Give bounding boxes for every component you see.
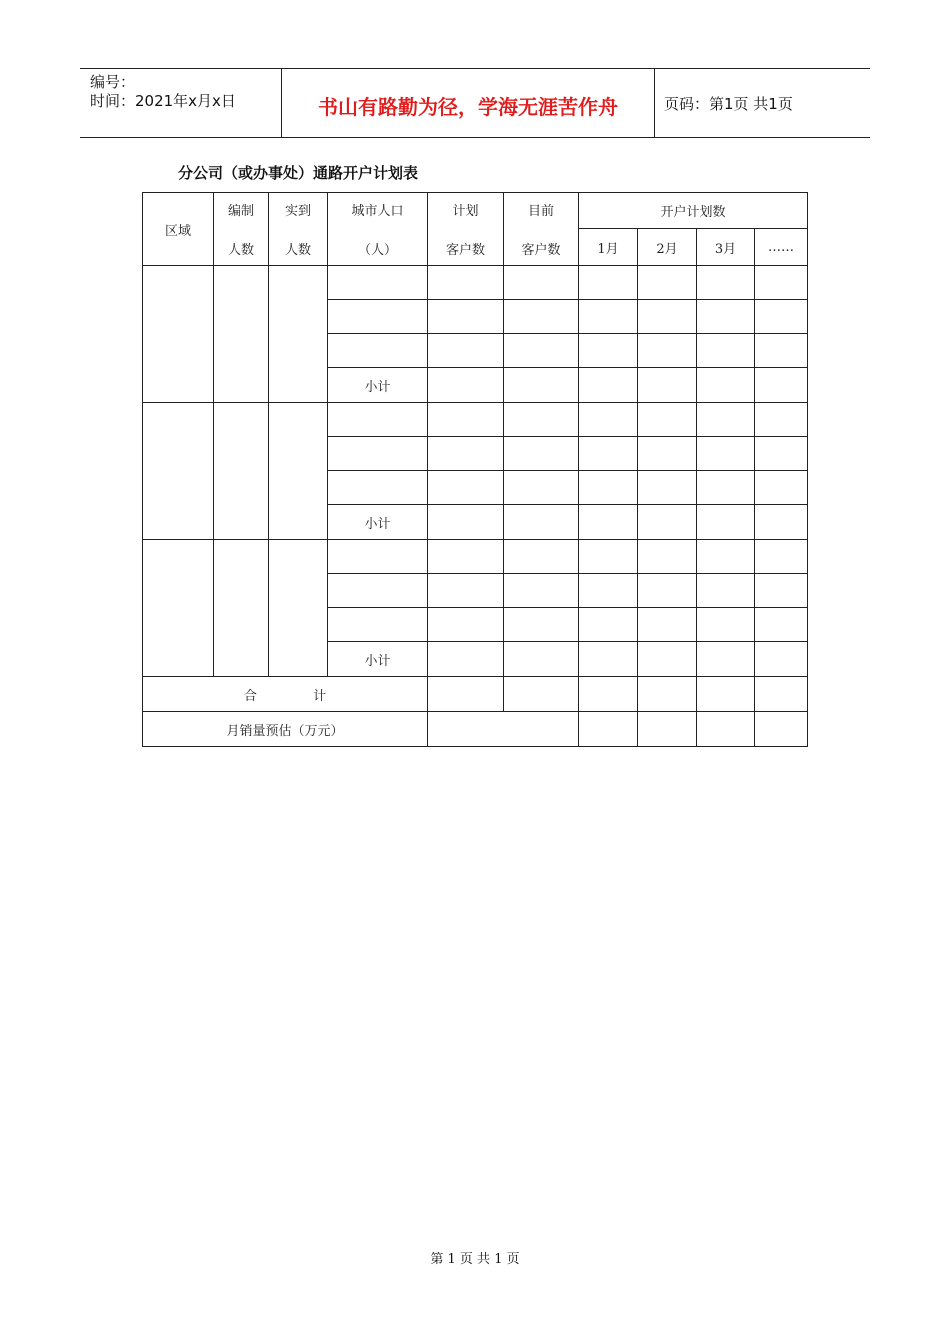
header-planned-top: 计划 bbox=[452, 204, 479, 219]
month-cell bbox=[697, 368, 755, 403]
month-cell bbox=[697, 437, 755, 471]
current-cell bbox=[504, 437, 579, 471]
population-cell bbox=[328, 608, 428, 642]
month-cell bbox=[697, 471, 755, 505]
month-cell bbox=[638, 677, 697, 712]
month-cell bbox=[755, 403, 808, 437]
header-page-cell bbox=[655, 69, 870, 137]
month-cell bbox=[697, 712, 755, 747]
total-label-left: 合 bbox=[243, 688, 257, 704]
document-header bbox=[80, 68, 870, 138]
header-population bbox=[328, 193, 428, 266]
current-cell bbox=[504, 300, 579, 334]
header-current-customers bbox=[504, 193, 579, 266]
month-cell bbox=[638, 266, 697, 300]
current-cell bbox=[504, 266, 579, 300]
month-cell bbox=[638, 300, 697, 334]
month-cell bbox=[697, 608, 755, 642]
month-cell bbox=[579, 642, 638, 677]
current-cell bbox=[504, 471, 579, 505]
month-cell bbox=[638, 642, 697, 677]
month-cell bbox=[638, 608, 697, 642]
staff-cell bbox=[214, 266, 269, 403]
region-cell bbox=[143, 403, 214, 540]
header-month-2: 2月 bbox=[638, 229, 697, 266]
planned-cell bbox=[428, 437, 504, 471]
current-cell bbox=[504, 642, 579, 677]
month-cell bbox=[755, 266, 808, 300]
actual-cell bbox=[269, 403, 328, 540]
total-label-right: 计 bbox=[313, 688, 327, 704]
planned-cell bbox=[428, 642, 504, 677]
planned-cell bbox=[428, 608, 504, 642]
current-cell bbox=[504, 608, 579, 642]
month-cell bbox=[638, 540, 697, 574]
planned-cell bbox=[428, 300, 504, 334]
month-cell bbox=[755, 677, 808, 712]
month-cell bbox=[755, 300, 808, 334]
population-cell bbox=[328, 266, 428, 300]
population-cell bbox=[328, 437, 428, 471]
header-planned-bottom: 客户数 bbox=[445, 243, 485, 258]
account-plan-table bbox=[142, 192, 808, 747]
month-cell bbox=[579, 505, 638, 540]
header-current-top: 目前 bbox=[527, 204, 554, 219]
current-cell bbox=[504, 334, 579, 368]
header-month-more: …… bbox=[755, 229, 808, 266]
month-cell bbox=[638, 403, 697, 437]
planned-cell bbox=[428, 403, 504, 437]
month-cell bbox=[638, 505, 697, 540]
page-label: 页码：第1页 共1页 bbox=[664, 95, 793, 113]
number-label: 编号： bbox=[90, 73, 136, 91]
month-cell bbox=[755, 642, 808, 677]
month-cell bbox=[638, 712, 697, 747]
month-cell bbox=[697, 574, 755, 608]
population-cell bbox=[328, 540, 428, 574]
subtotal-label: 小计 bbox=[328, 368, 428, 403]
header-staff bbox=[214, 193, 269, 266]
month-cell bbox=[755, 368, 808, 403]
planned-cell bbox=[428, 540, 504, 574]
time-label: 时间：2021年x月x日 bbox=[90, 92, 236, 110]
header-population-bottom: （人） bbox=[357, 243, 397, 258]
month-cell bbox=[579, 677, 638, 712]
month-cell bbox=[579, 334, 638, 368]
header-motto-cell bbox=[282, 69, 655, 137]
population-cell bbox=[328, 574, 428, 608]
month-cell bbox=[697, 266, 755, 300]
total-label bbox=[143, 677, 428, 712]
month-cell bbox=[638, 471, 697, 505]
sales-estimate-cell bbox=[428, 712, 579, 747]
month-cell bbox=[697, 540, 755, 574]
header-staff-top: 编制 bbox=[227, 204, 254, 219]
actual-cell bbox=[269, 266, 328, 403]
region-cell bbox=[143, 540, 214, 677]
planned-cell bbox=[428, 368, 504, 403]
month-cell bbox=[579, 266, 638, 300]
month-cell bbox=[638, 437, 697, 471]
month-cell bbox=[638, 368, 697, 403]
sales-estimate-label: 月销量预估（万元） bbox=[143, 712, 428, 747]
month-cell bbox=[638, 334, 697, 368]
month-cell bbox=[755, 712, 808, 747]
header-month-3: 3月 bbox=[697, 229, 755, 266]
month-cell bbox=[755, 471, 808, 505]
planned-cell bbox=[428, 574, 504, 608]
header-actual-top: 实到 bbox=[284, 204, 311, 219]
month-cell bbox=[579, 608, 638, 642]
header-actual bbox=[269, 193, 328, 266]
current-cell bbox=[504, 368, 579, 403]
month-cell bbox=[579, 403, 638, 437]
month-cell bbox=[579, 368, 638, 403]
header-staff-bottom: 人数 bbox=[227, 243, 254, 258]
header-current-bottom: 客户数 bbox=[521, 243, 561, 258]
month-cell bbox=[697, 334, 755, 368]
month-cell bbox=[579, 540, 638, 574]
month-cell bbox=[697, 505, 755, 540]
current-cell bbox=[504, 403, 579, 437]
population-cell bbox=[328, 471, 428, 505]
current-total-cell bbox=[504, 677, 579, 712]
table-title: 分公司（或办事处）通路开户计划表 bbox=[178, 164, 419, 182]
month-cell bbox=[755, 437, 808, 471]
header-month-1: 1月 bbox=[579, 229, 638, 266]
planned-total-cell bbox=[428, 677, 504, 712]
month-cell bbox=[697, 300, 755, 334]
current-cell bbox=[504, 574, 579, 608]
actual-cell bbox=[269, 540, 328, 677]
month-cell bbox=[579, 471, 638, 505]
header-region: 区域 bbox=[143, 193, 214, 266]
header-actual-bottom: 人数 bbox=[284, 243, 311, 258]
motto-text: 书山有路勤为径，学海无涯苦作舟 bbox=[318, 95, 618, 119]
header-planned-customers bbox=[428, 193, 504, 266]
population-cell bbox=[328, 334, 428, 368]
month-cell bbox=[755, 540, 808, 574]
header-meta-cell bbox=[80, 69, 282, 137]
subtotal-label: 小计 bbox=[328, 505, 428, 540]
month-cell bbox=[755, 505, 808, 540]
staff-cell bbox=[214, 403, 269, 540]
month-cell bbox=[697, 403, 755, 437]
staff-cell bbox=[214, 540, 269, 677]
month-cell bbox=[638, 574, 697, 608]
planned-cell bbox=[428, 266, 504, 300]
month-cell bbox=[697, 677, 755, 712]
month-cell bbox=[579, 300, 638, 334]
subtotal-label: 小计 bbox=[328, 642, 428, 677]
month-cell bbox=[579, 574, 638, 608]
population-cell bbox=[328, 300, 428, 334]
population-cell bbox=[328, 403, 428, 437]
month-cell bbox=[755, 608, 808, 642]
month-cell bbox=[755, 334, 808, 368]
current-cell bbox=[504, 505, 579, 540]
month-cell bbox=[579, 437, 638, 471]
header-population-top: 城市人口 bbox=[351, 204, 404, 219]
month-cell bbox=[579, 712, 638, 747]
planned-cell bbox=[428, 334, 504, 368]
page-footer: 第 1 页 共 1 页 bbox=[430, 1252, 520, 1267]
current-cell bbox=[504, 540, 579, 574]
month-cell bbox=[697, 642, 755, 677]
region-cell bbox=[143, 266, 214, 403]
planned-cell bbox=[428, 505, 504, 540]
planned-cell bbox=[428, 471, 504, 505]
header-monthly-plan: 开户计划数 bbox=[579, 193, 808, 229]
month-cell bbox=[755, 574, 808, 608]
